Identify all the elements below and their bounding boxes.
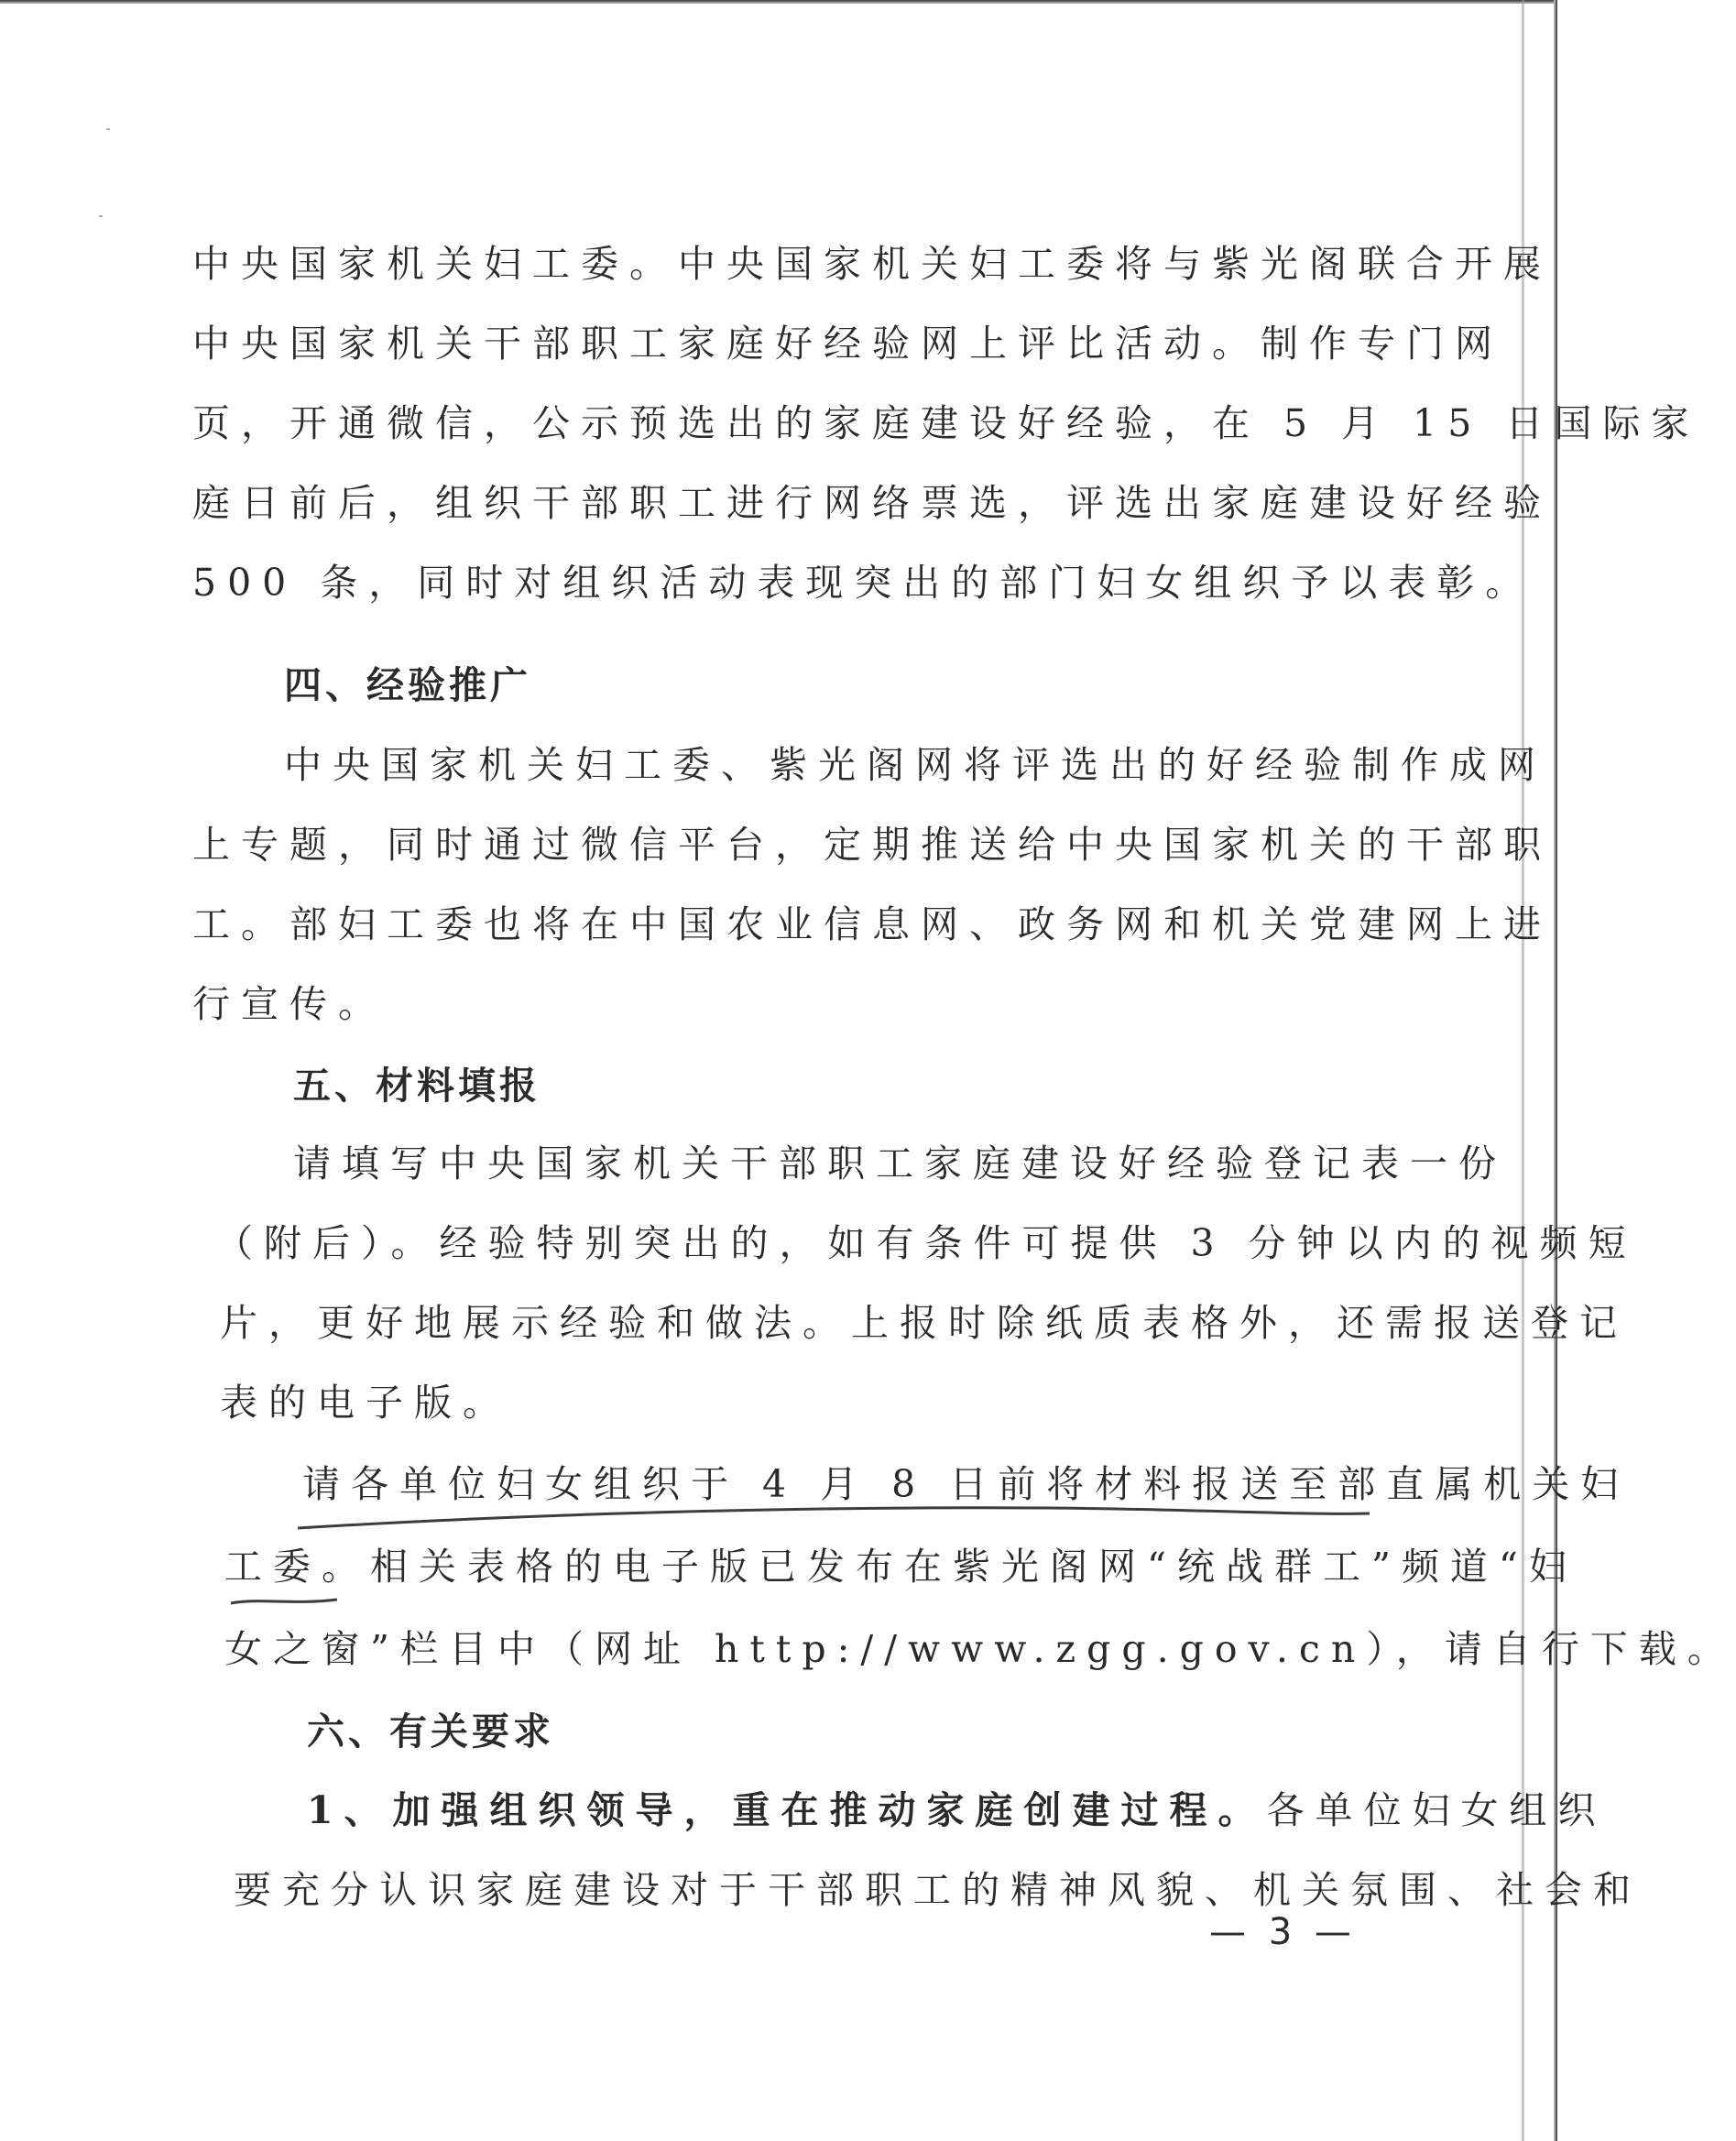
paragraph-line: 中央国家机关妇工委。中央国家机关妇工委将与紫光阁联合开展 xyxy=(192,242,1552,286)
paragraph-line: （附后）。经验特别突出的，如有条件可提供 3 分钟以内的视频短 xyxy=(215,1221,1637,1265)
paragraph-line: 庭日前后，组织干部职工进行网络票选，评选出家庭建设好经验 xyxy=(192,481,1552,525)
paragraph-line: 500 条，同时对组织活动表现突出的部门妇女组织予以表彰。 xyxy=(192,561,1534,605)
paragraph-line: 行宣传。 xyxy=(192,982,387,1026)
paragraph-line: 片，更好地展示经验和做法。上报时除纸质表格外，还需报送登记 xyxy=(220,1301,1628,1345)
paragraph-line: 要充分认识家庭建设对于干部职工的精神风貌、机关氛围、社会和 xyxy=(234,1868,1642,1912)
section-heading: 五、材料填报 xyxy=(293,1064,540,1108)
paragraph-text: 各单位妇女组织 xyxy=(1266,1788,1607,1832)
paragraph-line: 请填写中央国家机关干部职工家庭建设好经验登记表一份 xyxy=(293,1142,1507,1185)
scan-edge-top xyxy=(0,0,1557,4)
scan-speck xyxy=(99,215,103,217)
paragraph-line: 页，开通微信，公示预选出的家庭建设好经验，在 5 月 15 日国际家 xyxy=(192,401,1700,445)
scan-speck xyxy=(106,128,110,130)
paragraph-line: 上专题，同时通过微信平台，定期推送给中央国家机关的干部职 xyxy=(192,823,1552,867)
paragraph-line: 请各单位妇女组织于 4 月 8 日前将材料报送至部直属机关妇 xyxy=(302,1462,1630,1506)
section-heading: 四、经验推广 xyxy=(284,663,531,707)
paragraph-line xyxy=(307,1783,1607,1838)
paragraph-line: 工委。相关表格的电子版已发布在紫光阁网“统战群工”频道“妇 xyxy=(224,1545,1578,1589)
paragraph-line: 女之窗”栏目中（网址 http://www.zgg.gov.cn），请自行下载。 xyxy=(224,1627,1736,1671)
section-heading: 六、有关要求 xyxy=(307,1710,554,1753)
handwritten-underline-mark xyxy=(229,1592,339,1611)
bold-lead-text: 1、加强组织领导，重在推动家庭创建过程。 xyxy=(307,1788,1267,1832)
paragraph-line: 工。部妇工委也将在中国农业信息网、政务网和机关党建网上进 xyxy=(192,902,1552,946)
page-number: — 3 — xyxy=(1209,1911,1357,1953)
handwritten-underline-mark xyxy=(293,1501,1374,1537)
paragraph-line: 中央国家机关干部职工家庭好经验网上评比活动。制作专门网 xyxy=(192,322,1503,366)
paragraph-line: 表的电子版。 xyxy=(220,1381,511,1425)
paragraph-line: 中央国家机关妇工委、紫光阁网将评选出的好经验制作成网 xyxy=(284,743,1546,787)
